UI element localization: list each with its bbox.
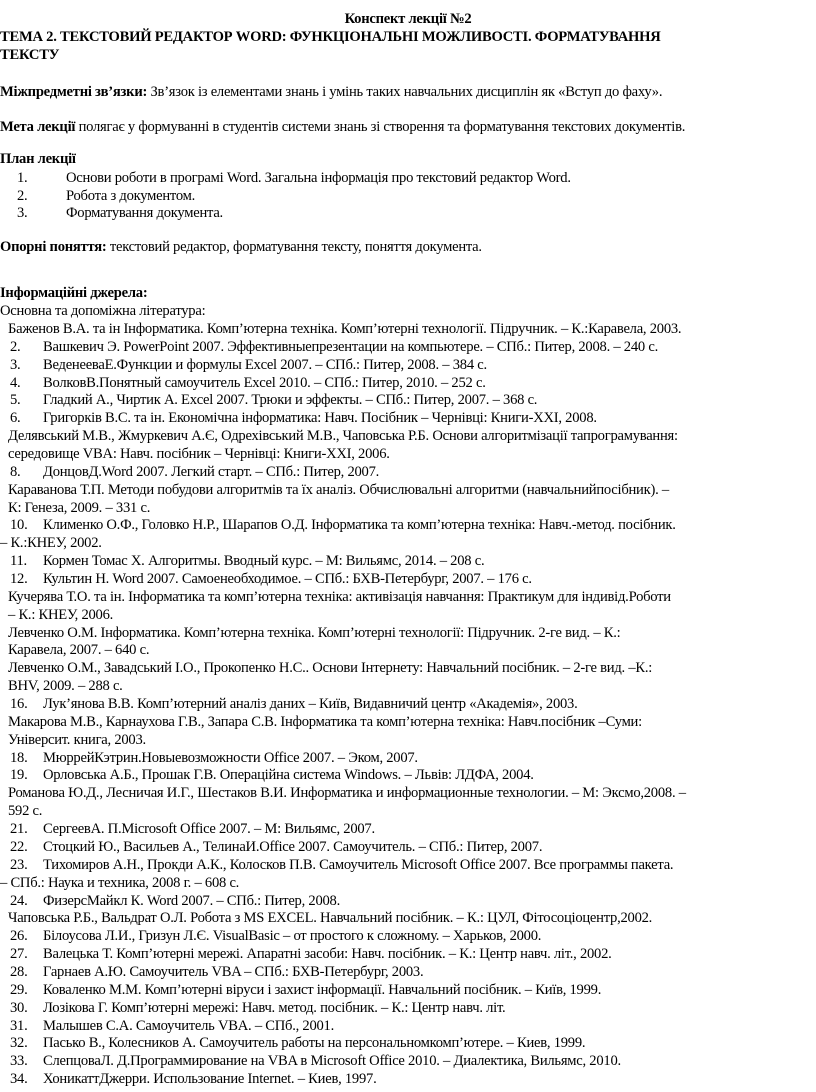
reference-number: 6. — [10, 410, 21, 427]
reference-line — [0, 857, 816, 875]
reference-line — [0, 910, 816, 928]
topic-heading-line1: ТЕМА 2. ТЕКСТОВИЙ РЕДАКТОР WORD: ФУНКЦІОНАЛЬНІ МОЖЛИВОСТІ. ФОРМАТУВАННЯ — [0, 29, 661, 45]
reference-line — [0, 535, 816, 553]
reference-number: 16. — [10, 696, 28, 713]
reference-text: Чаповська Р.Б., Вальдрат О.Л. Робота з MS EXCEL. Навчальний посібник. – К.: ЦУЛ, Фітосоціоцентр,2002. — [8, 910, 653, 927]
reference-text: Валецька Т. Комп’ютерні мережі. Апаратні засоби: Навч. посібник. – К.: Центр навч. літ., 2002. — [43, 946, 612, 963]
reference-text: Малышев С.А. Самоучитель VBA. – СПб., 2001. — [43, 1017, 335, 1034]
interdisciplinary-paragraph — [0, 84, 662, 101]
reference-line — [0, 696, 816, 714]
reference-number: 8. — [10, 463, 21, 480]
reference-line — [0, 357, 816, 375]
plan-item-text: Основи роботи в програмі Word. Загальна інформація про текстовий редактор Word. — [66, 170, 571, 186]
reference-number: 24. — [10, 892, 28, 909]
reference-line — [0, 1071, 816, 1089]
reference-line — [0, 750, 816, 768]
reference-number: 12. — [10, 571, 28, 588]
reference-text: ФизерсМайкл К. Word 2007. – СПб.: Питер, 2008. — [43, 892, 340, 909]
interdisciplinary-text: Зв’язок із елементами знань і умінь таких навчальних дисциплін як «Вступ до фаху». — [147, 84, 663, 100]
reference-text: СергеевА. П.Microsoft Office 2007. – М: Вильямс, 2007. — [43, 821, 375, 838]
plan-item-number: 2. — [17, 187, 28, 204]
plan-item-number: 1. — [17, 170, 28, 186]
reference-text: Кормен Томас Х. Алгоритмы. Вводный курс. – М: Вильямс, 2014. – 208 с. — [43, 553, 485, 570]
plan-list — [0, 169, 816, 222]
reference-line — [0, 339, 816, 357]
reference-text: Макарова М.В., Карнаухова Г.В., Запара С.В. Інформатика та комп’ютерна техніка: Навч.посібник –Суми: — [8, 713, 642, 730]
reference-line — [0, 392, 816, 410]
reference-text: СлепцоваЛ. Д.Программирование на VBA в Microsoft Office 2010. – Диалектика, Вильямс, 2010. — [43, 1053, 621, 1070]
sources-subheading: Основна та допоміжна література: — [0, 303, 206, 319]
concepts-text: текстовий редактор, форматування тексту, поняття документа. — [106, 239, 482, 255]
reference-text: Білоусова Л.И., Гризун Л.Є. VisualBasic – от простого к сложному. – Харьков, 2000. — [43, 928, 542, 945]
reference-number: 31. — [10, 1017, 28, 1034]
reference-line — [0, 964, 816, 982]
reference-text: – К.: КНЕУ, 2006. — [8, 606, 114, 623]
reference-text: ХоникаттДжерри. Использование Internet. – Киев, 1997. — [43, 1071, 377, 1088]
reference-text: Пасько В., Колесников А. Самоучитель работы на персональномкомп’ютере. – Киев, 1999. — [43, 1035, 586, 1052]
reference-text: середовище VBA: Навч. посібник – Чернівці: Книги-XXI, 2006. — [8, 446, 390, 463]
goal-paragraph — [0, 119, 685, 136]
reference-number: 28. — [10, 963, 28, 980]
document-title: Конспект лекції №2 — [344, 11, 472, 27]
reference-number: 27. — [10, 946, 28, 963]
reference-text: К: Генеза, 2009. – 331 с. — [8, 499, 151, 516]
reference-line — [0, 410, 816, 428]
reference-line — [0, 893, 816, 911]
reference-line — [0, 660, 816, 678]
reference-text: Лозікова Г. Комп’ютерні мережі: Навч. метод. посібник. – К.: Центр навч. літ. — [43, 999, 506, 1016]
reference-text: – СПб.: Наука и техника, 2008 г. – 608 с. — [0, 874, 240, 891]
reference-text: Караванова Т.П. Методи побудови алгоритмів та їх аналіз. Обчислювальні алгоритми (навчальнийпосібник). – — [8, 481, 669, 498]
reference-number: 4. — [10, 374, 21, 391]
reference-text: Університ. книга, 2003. — [8, 731, 146, 748]
plan-item-text: Форматування документа. — [66, 205, 223, 221]
reference-text: Тихомиров А.Н., Прокди А.К., Колосков П.В. Самоучитель Microsoft Office 2007. Все программы пакета. — [43, 856, 674, 873]
reference-text: Коваленко М.М. Комп’ютерні віруси і захист інформації. Навчальний посібник. – Київ, 1999. — [43, 981, 602, 998]
reference-line — [0, 625, 816, 643]
reference-line — [0, 875, 816, 893]
reference-line — [0, 375, 816, 393]
reference-text: Культин Н. Word 2007. Самоенеобходимое. – СПб.: БХВ-Петербург, 2007. – 176 с. — [43, 571, 532, 588]
reference-line — [0, 732, 816, 750]
reference-list — [0, 321, 816, 1089]
reference-text: Баженов В.А. та ін Інформатика. Комп’ютерна техніка. Комп’ютерні технології. Підручник. – К.:Каравела, 2003. — [8, 321, 682, 337]
goal-label: Мета лекції — [0, 119, 76, 135]
goal-text: полягає у формуванні в студентів системи знань зі створення та форматування текстових документів. — [75, 119, 686, 135]
reference-text: Делявський М.В., Жмуркевич А.Є, Одрехівський М.В., Чаповська Р.Б. Основи алгоритмізації тапрограмування: — [8, 428, 678, 445]
reference-line — [0, 767, 816, 785]
reference-text: Кучерява Т.О. та ін. Інформатика та комп’ютерна техніка: активізація навчання: Практикум для індивід.Роботи — [8, 588, 671, 605]
reference-line — [0, 482, 816, 500]
reference-line — [0, 1053, 816, 1071]
interdisciplinary-label: Міжпредметні зв’язки: — [0, 84, 148, 100]
sources-heading: Інформаційні джерела: — [0, 285, 148, 301]
reference-line — [0, 500, 816, 518]
reference-line — [0, 803, 816, 821]
reference-number: 34. — [10, 1071, 28, 1088]
reference-line — [0, 928, 816, 946]
reference-number: 3. — [10, 356, 21, 373]
reference-line — [0, 553, 816, 571]
reference-line — [0, 446, 816, 464]
reference-number: 29. — [10, 981, 28, 998]
plan-item — [0, 169, 816, 187]
reference-number: 11. — [10, 553, 27, 570]
reference-number: 23. — [10, 856, 28, 873]
reference-line — [0, 785, 816, 803]
concepts-paragraph — [0, 239, 482, 256]
plan-item — [0, 187, 816, 205]
reference-line — [0, 678, 816, 696]
reference-text: Григорків В.С. та ін. Економічна інформатика: Навч. Посібник – Чернівці: Книги-XXI, 2008. — [43, 410, 597, 427]
reference-number: 33. — [10, 1053, 28, 1070]
reference-number: 21. — [10, 821, 28, 838]
reference-text: – К.:КНЕУ, 2002. — [0, 535, 102, 552]
plan-item — [0, 204, 816, 222]
reference-number: 2. — [10, 338, 21, 355]
topic-heading-line2: ТЕКСТУ — [0, 47, 60, 63]
reference-line — [0, 714, 816, 732]
reference-text: Каравела, 2007. – 640 с. — [8, 642, 150, 659]
reference-number: 18. — [10, 749, 28, 766]
reference-line — [0, 571, 816, 589]
reference-text: ДонцовД.Word 2007. Легкий старт. – СПб.: Питер, 2007. — [43, 463, 380, 480]
reference-text: Левченко О.М., Завадський І.О., Прокопенко Н.С.. Основи Інтернету: Навчальний посібник. – 2-ге вид. –К.: — [8, 660, 653, 677]
reference-line — [0, 607, 816, 625]
reference-text: Романова Ю.Д., Лесничая И.Г., Шестаков В.И. Информатика и информационные технологии. – М: Эксмо,2008. – — [8, 785, 686, 802]
concepts-label: Опорні поняття: — [0, 239, 107, 255]
reference-text: МюррейКэтрин.Новыевозможности Office 2007. – Эком, 2007. — [43, 749, 418, 766]
reference-line — [0, 839, 816, 857]
reference-line — [0, 464, 816, 482]
reference-text: BHV, 2009. – 288 с. — [8, 678, 123, 695]
plan-item-number: 3. — [17, 205, 28, 221]
reference-line — [0, 428, 816, 446]
reference-number: 19. — [10, 767, 28, 784]
reference-number: 10. — [10, 517, 28, 534]
reference-text: 592 с. — [8, 803, 43, 820]
reference-number: 32. — [10, 1035, 28, 1052]
reference-line — [0, 982, 816, 1000]
reference-line — [0, 517, 816, 535]
reference-text: Клименко О.Ф., Головко Н.Р., Шарапов О.Д. Інформатика та комп’ютерна техніка: Навч.-метод. посібник. — [43, 517, 676, 534]
reference-number: 22. — [10, 838, 28, 855]
reference-text: ВолковВ.Понятный самоучитель Excel 2010. – СПб.: Питер, 2010. – 252 с. — [43, 374, 486, 391]
reference-line — [0, 589, 816, 607]
plan-item-text: Робота з документом. — [66, 187, 195, 204]
reference-line — [0, 1035, 816, 1053]
reference-line — [0, 946, 816, 964]
reference-number: 5. — [10, 392, 21, 409]
reference-text: Гарнаев А.Ю. Самоучитель VBA – СПб.: БХВ-Петербург, 2003. — [43, 963, 424, 980]
reference-number: 26. — [10, 928, 28, 945]
reference-number: 30. — [10, 999, 28, 1016]
reference-text: Вашкевич Э. PowerPoint 2007. Эффективныепрезентации на компьютере. – СПб.: Питер, 2008. – 240 с. — [43, 338, 658, 355]
reference-line — [0, 821, 816, 839]
reference-line — [0, 642, 816, 660]
reference-line — [0, 1018, 816, 1036]
reference-text: Стоцкий Ю., Васильев А., ТелинаИ.Office 2007. Самоучитель. – СПб.: Питер, 2007. — [43, 838, 543, 855]
reference-text: Орловська А.Б., Прошак Г.В. Операційна система Windows. – Львів: ЛДФА, 2004. — [43, 767, 534, 784]
plan-heading: План лекції — [0, 151, 76, 167]
reference-text: Гладкий А., Чиртик А. Excel 2007. Трюки и эффекты. – СПб.: Питер, 2007. – 368 с. — [43, 392, 538, 409]
reference-text: Лук’янова В.В. Комп’ютерний аналіз даних – Київ, Видавничий центр «Академія», 2003. — [43, 696, 578, 713]
reference-text: Левченко О.М. Інформатика. Комп’ютерна техніка. Комп’ютерні технології: Підручник. 2-ге вид. – К.: — [8, 624, 621, 641]
reference-text: ВеденееваЕ.Функции и формулы Excel 2007. – СПб.: Питер, 2008. – 384 с. — [43, 356, 487, 373]
reference-line — [0, 1000, 816, 1018]
reference-line — [0, 321, 816, 339]
